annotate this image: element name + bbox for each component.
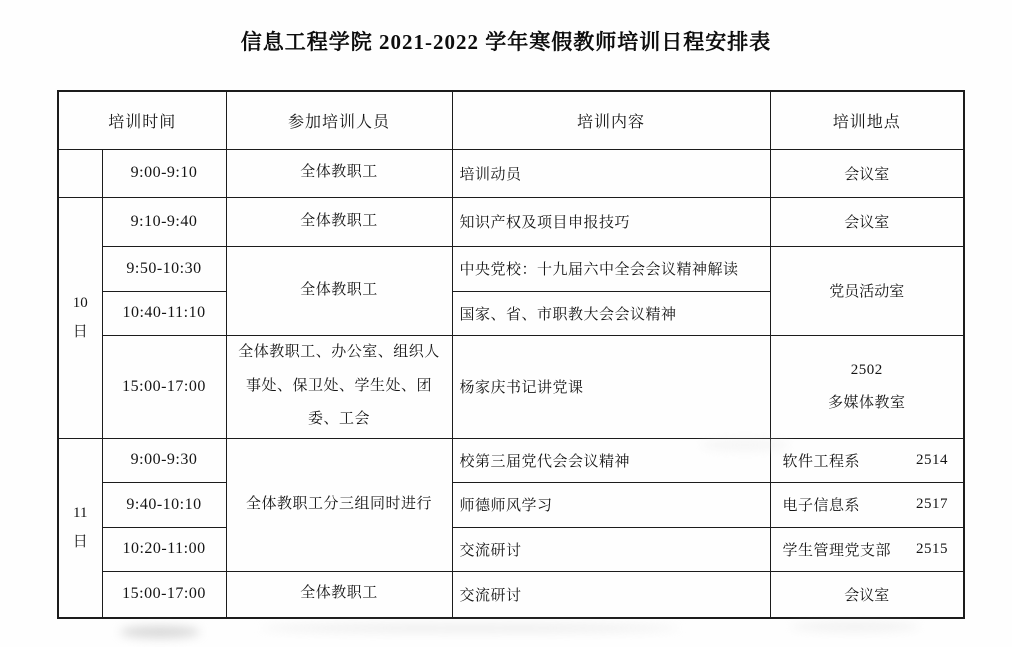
content-cell: 交流研讨	[452, 527, 770, 571]
table-row	[58, 197, 964, 246]
time-cell: 10:20-11:00	[102, 527, 226, 571]
day-number: 11	[73, 505, 88, 522]
table-row	[58, 571, 964, 618]
day-cell-11	[58, 438, 102, 618]
time-cell: 9:00-9:10	[102, 149, 226, 197]
page-title: 信息工程学院 2021-2022 学年寒假教师培训日程安排表	[240, 30, 772, 54]
content-cell: 知识产权及项目申报技巧	[452, 197, 770, 246]
header-content: 培训内容	[452, 91, 770, 149]
location-cell	[770, 527, 964, 571]
content-cell: 国家、省、市职教大会会议精神	[452, 291, 770, 335]
location-cell: 会议室	[770, 571, 964, 618]
table-row	[58, 335, 964, 438]
location-name: 学生管理党支部	[782, 542, 892, 559]
location-cell: 会议室	[770, 149, 964, 197]
time-cell: 15:00-17:00	[102, 335, 226, 438]
content-cell: 培训动员	[452, 149, 770, 197]
table-row	[58, 482, 964, 527]
scan-smudge	[260, 624, 680, 632]
content-cell: 中央党校：十九届六中全会会议精神解读	[452, 246, 770, 291]
time-cell: 9:00-9:30	[102, 438, 226, 482]
content-cell: 师德师风学习	[452, 482, 770, 527]
day-suffix: 日	[72, 323, 88, 340]
people-cell: 全体教职工	[226, 246, 452, 335]
time-cell: 9:40-10:10	[102, 482, 226, 527]
content-cell: 交流研讨	[452, 571, 770, 618]
people-cell: 全体教职工	[226, 571, 452, 618]
header-location: 培训地点	[770, 91, 964, 149]
day-suffix: 日	[72, 533, 88, 550]
content-cell: 杨家庆书记讲党课	[452, 335, 770, 438]
content-cell: 校第三届党代会会议精神	[452, 438, 770, 482]
location-name: 软件工程系	[782, 453, 861, 470]
people-cell: 全体教职工	[226, 197, 452, 246]
table-header-row	[58, 91, 964, 149]
table-row	[58, 527, 964, 571]
location-cell	[770, 438, 964, 482]
day-cell-empty	[58, 149, 102, 197]
location-cell	[770, 482, 964, 527]
scan-smudge	[700, 440, 790, 450]
scan-smudge	[120, 626, 200, 638]
time-cell: 10:40-11:10	[102, 291, 226, 335]
time-cell: 9:10-9:40	[102, 197, 226, 246]
table-row	[58, 149, 964, 197]
location-cell: 会议室	[770, 197, 964, 246]
location-room-number: 2502	[850, 362, 883, 379]
table-row	[58, 246, 964, 291]
training-schedule-table	[57, 90, 965, 619]
location-cell: 党员活动室	[770, 246, 964, 335]
day-number: 10	[72, 295, 88, 311]
location-room-name: 多媒体教室	[828, 394, 906, 411]
people-cell: 全体教职工分三组同时进行	[226, 438, 452, 571]
scan-smudge	[790, 622, 920, 631]
people-cell: 全体教职工、办公室、组织人事处、保卫处、学生处、团委、工会	[226, 335, 452, 438]
day-cell-10	[58, 197, 102, 438]
location-room-number: 2515	[916, 540, 949, 557]
time-cell: 9:50-10:30	[102, 246, 226, 291]
time-cell: 15:00-17:00	[102, 571, 226, 618]
location-room-number: 2514	[916, 451, 949, 468]
header-time: 培训时间	[58, 91, 226, 149]
location-room-number: 2517	[916, 496, 949, 512]
header-people: 参加培训人员	[226, 91, 452, 149]
location-name: 电子信息系	[782, 498, 861, 514]
people-cell: 全体教职工	[226, 149, 452, 197]
table-row	[58, 438, 964, 482]
location-cell	[770, 335, 964, 438]
